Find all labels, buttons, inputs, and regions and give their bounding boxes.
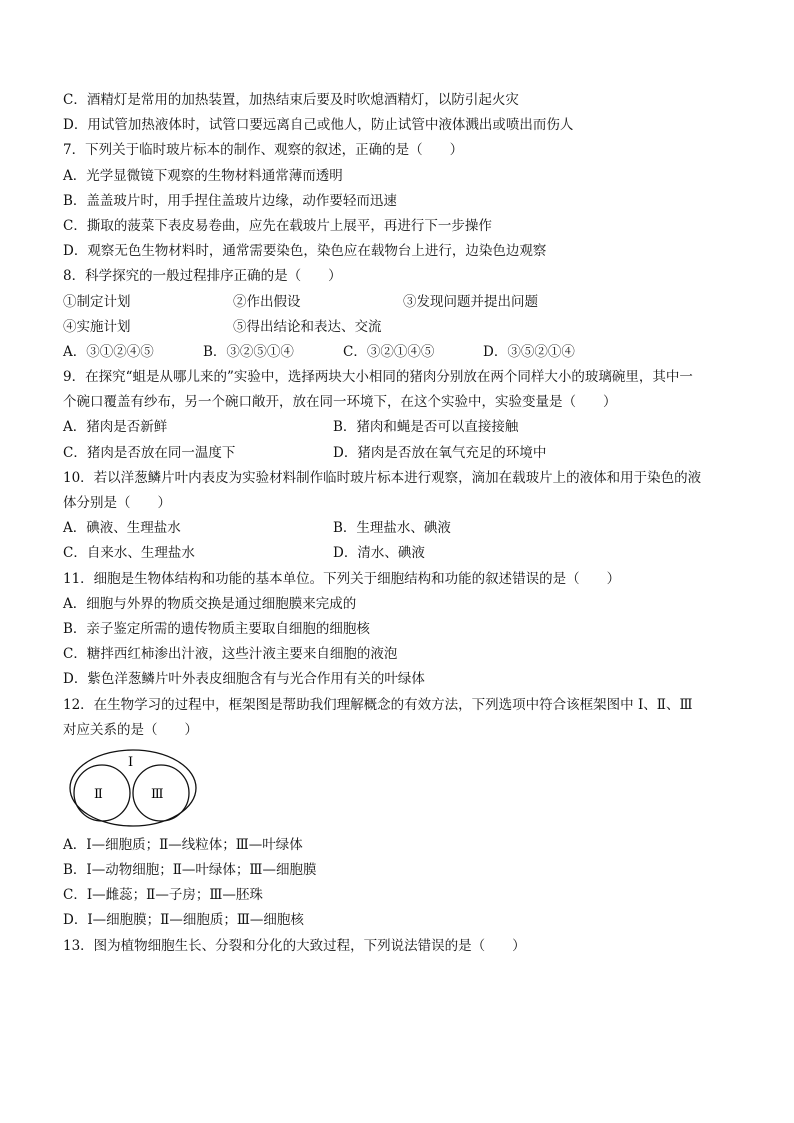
q12-stem-line-1: 12．在生物学习的过程中，框架图是帮助我们理解概念的有效方法，下列选项中符合该框架图中 Ⅰ、Ⅱ、Ⅲ — [63, 696, 693, 713]
q7-option-b: B．盖盖玻片时，用手捏住盖玻片边缘，动作要轻而迅速 — [63, 192, 397, 209]
q8-options-row — [63, 340, 743, 365]
q9-stem-line-1: 9．在探究“蛆是从哪儿来的”实验中，选择两块大小相同的猪肉分别放在两个同样大小的玻璃碗里，其中一 — [63, 369, 693, 386]
q8-step-2: ②作出假设 — [233, 293, 301, 310]
q10-options-row-2 — [63, 541, 743, 566]
q9-option-a: A．猪肉是否新鲜 — [63, 419, 168, 436]
q10-option-d: D．清水、碘液 — [333, 545, 425, 562]
q8-step-4: ④实施计划 — [63, 318, 131, 335]
q8-option-a: A．③①②④⑤ — [63, 343, 154, 360]
q7-option-d: D．观察无色生物材料时，通常需要染色，染色应在载物台上进行，边染色边观察 — [63, 243, 547, 260]
q8-step-1: ①制定计划 — [63, 293, 131, 310]
q12-option-c: C．Ⅰ—雌蕊；Ⅱ—子房；Ⅲ—胚珠 — [63, 887, 263, 904]
q9-option-b: B．猪肉和蝇是否可以直接接触 — [333, 419, 519, 436]
q10-stem-line-1: 10．若以洋葱鳞片叶内表皮为实验材料制作临时玻片标本进行观察，滴加在载玻片上的液体和用于染色的液 — [63, 469, 702, 486]
q12-option-a: A．Ⅰ—细胞质；Ⅱ—线粒体；Ⅲ—叶绿体 — [63, 836, 303, 853]
q12-stem-line-2: 对应关系的是（ ） — [63, 721, 198, 738]
label-i: Ⅰ — [128, 754, 134, 770]
q8-stem: 8．科学探究的一般过程排序正确的是（ ） — [63, 268, 342, 285]
q9-option-c: C．猪肉是否放在同一温度下 — [63, 444, 236, 461]
q12-option-d: D．Ⅰ—细胞膜；Ⅱ—细胞质；Ⅲ—细胞核 — [63, 912, 304, 929]
q9-option-d: D．猪肉是否放在氧气充足的环境中 — [333, 444, 547, 461]
q11-stem: 11．细胞是生物体结构和功能的基本单位。下列关于细胞结构和功能的叙述错误的是（ ） — [63, 570, 621, 587]
q7-stem: 7．下列关于临时玻片标本的制作、观察的叙述，正确的是（ ） — [63, 142, 464, 159]
q10-stem-line-2: 体分别是（ ） — [63, 495, 171, 511]
q11-option-a: A．细胞与外界的物质交换是通过细胞膜来完成的 — [63, 595, 357, 612]
q10-options-row-1 — [63, 516, 743, 541]
q11-option-c: C．糖拌西红柿渗出汁液，这些汁液主要来自细胞的液泡 — [63, 646, 398, 663]
q8-option-d: D．③⑤②①④ — [483, 343, 575, 360]
q10-option-c: C．自来水、生理盐水 — [63, 545, 195, 562]
q8-option-c: C．③②①④⑤ — [343, 343, 435, 360]
label-iii: Ⅲ — [151, 786, 164, 802]
q8-steps-row-1 — [63, 290, 743, 315]
q9-options-row-2 — [63, 441, 743, 466]
q7-option-a: A．光学显微镜下观察的生物材料通常薄而透明 — [63, 167, 343, 184]
exam-page — [63, 88, 743, 959]
q8-steps-row-2 — [63, 315, 743, 340]
q9-options-row-1 — [63, 415, 743, 440]
prev-option-d: D．用试管加热液体时，试管口要远离自己或他人，防止试管中液体溅出或喷出而伤人 — [63, 117, 574, 134]
q8-step-5: ⑤得出结论和表达、交流 — [233, 318, 382, 335]
q12-framework-diagram — [63, 747, 743, 829]
prev-option-c: C．酒精灯是常用的加热装置，加热结束后要及时吹熄酒精灯，以防引起火灾 — [63, 92, 519, 108]
q12-option-b: B．Ⅰ—动物细胞；Ⅱ—叶绿体；Ⅲ—细胞膜 — [63, 862, 317, 879]
q8-step-3: ③发现问题并提出问题 — [403, 293, 538, 310]
q10-option-b: B．生理盐水、碘液 — [333, 520, 451, 537]
q13-stem: 13．图为植物细胞生长、分裂和分化的大致过程，下列说法错误的是（ ） — [63, 937, 526, 954]
venn-diagram — [67, 747, 199, 829]
label-ii: Ⅱ — [94, 786, 103, 802]
q11-option-b: B．亲子鉴定所需的遗传物质主要取自细胞的细胞核 — [63, 620, 370, 637]
q10-option-a: A．碘液、生理盐水 — [63, 520, 181, 537]
q11-option-d: D．紫色洋葱鳞片叶外表皮细胞含有与光合作用有关的叶绿体 — [63, 671, 425, 688]
q8-option-b: B．③②⑤①④ — [203, 343, 294, 360]
q7-option-c: C．撕取的菠菜下表皮易卷曲，应先在载玻片上展平，再进行下一步操作 — [63, 217, 492, 234]
q9-stem-line-2: 个碗口覆盖有纱布，另一个碗口敞开，放在同一环境下，在这个实验中，实验变量是（ ） — [63, 394, 617, 411]
